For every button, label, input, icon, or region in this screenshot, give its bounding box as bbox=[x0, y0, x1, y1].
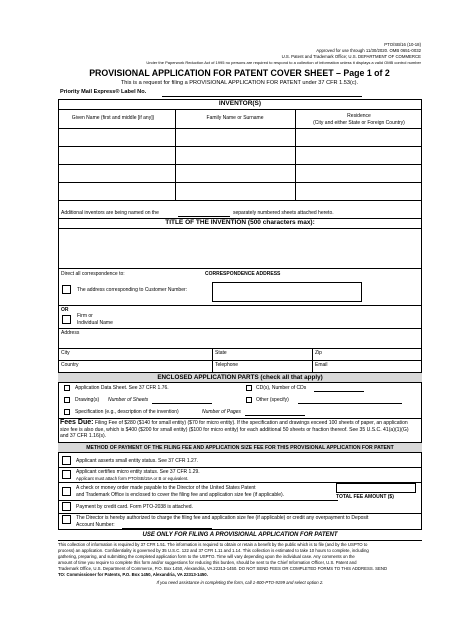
additional-inventors-post: separately numbered sheets attached hereto. bbox=[233, 210, 334, 216]
customer-number-checkbox[interactable] bbox=[62, 285, 71, 294]
credit-card-label: Payment by credit card. Form PTO-2038 is attached. bbox=[76, 504, 193, 510]
priority-mail-field[interactable] bbox=[162, 96, 362, 97]
pages-label: Number of Pages bbox=[202, 409, 241, 415]
check-money-order-checkbox[interactable] bbox=[62, 487, 71, 496]
cds-label: CD(s), Number of CDs bbox=[256, 385, 307, 391]
specification-label: Specification (e.g., description of the invention) bbox=[75, 409, 179, 415]
cds-checkbox[interactable] bbox=[246, 385, 252, 391]
burden-line-5: Trademark Office, U.S. Department of Commerce, P.O. Box 1450, Alexandria, VA 22313-1450. DO NOT SEND FEES OR COMPLETED FORMS TO THIS ADDRESS. SEND bbox=[58, 566, 388, 571]
use-only-notice: USE ONLY FOR FILING A PROVISIONAL APPLICATION FOR PATENT bbox=[142, 532, 338, 538]
invention-title-field[interactable] bbox=[60, 230, 420, 266]
drawings-label: Drawing(s) bbox=[75, 397, 100, 403]
firm-label: Firm or bbox=[77, 313, 93, 319]
micro-entity-label: Applicant certifies micro entity status. See 37 CFR 1.29. bbox=[76, 469, 200, 475]
telephone-label: Telephone bbox=[215, 362, 239, 368]
burden-line-3: gathering, preparing, and submitting the completed application form to the USPTO. Time will vary depending upon the individual case. Any comments on the bbox=[58, 554, 355, 559]
customer-number-label: The address corresponding to Customer Number: bbox=[77, 287, 188, 293]
inventor-row[interactable] bbox=[58, 200, 422, 201]
additional-sheets-field[interactable] bbox=[178, 216, 230, 217]
divider bbox=[58, 305, 422, 306]
burden-line-1: This collection of information is required by 37 CFR 1.51. The information is required to obtain or retain a benefit by the public which is to file (and by the USPTO to bbox=[58, 542, 368, 547]
divider bbox=[58, 467, 422, 468]
col-family-name: Family Name or Surname bbox=[206, 115, 264, 121]
correspondence-address-heading: CORRESPONDENCE ADDRESS bbox=[205, 271, 281, 277]
inventors-heading: INVENTOR(S) bbox=[218, 100, 262, 107]
col-given-name: Given Name (first and middle [if any]) bbox=[71, 115, 155, 121]
app-data-sheet-checkbox[interactable] bbox=[64, 385, 70, 391]
deposit-account-field[interactable] bbox=[122, 528, 212, 529]
city-state-zip-field[interactable] bbox=[58, 360, 422, 361]
fees-due-text bbox=[60, 420, 418, 440]
firm-checkbox[interactable] bbox=[62, 315, 71, 324]
firm-field[interactable] bbox=[58, 328, 422, 329]
email-label: Email bbox=[315, 362, 328, 368]
credit-card-checkbox[interactable] bbox=[62, 502, 71, 511]
other-specify-field[interactable] bbox=[298, 403, 402, 404]
deposit-line-2: Account Number: bbox=[76, 522, 115, 528]
state-label: State bbox=[215, 350, 227, 356]
total-fee-label: TOTAL FEE AMOUNT ($) bbox=[336, 494, 394, 500]
burden-line-2: process) an application. Confidentiality is governed by 35 U.S.C. 122 and 37 CFR 1.11 and 1.14. This collection is estimated to take 10 hours to complete, including bbox=[58, 548, 369, 553]
or-label: OR bbox=[61, 307, 69, 313]
payment-heading: METHOD OF PAYMENT OF THE FILING FEE AND APPLICATION SIZE FEE FOR THIS PROVISIONAL APPLICATION FOR PATENT bbox=[86, 445, 394, 451]
form-number: PTO/SB/16 (10-18) bbox=[384, 42, 421, 47]
col-residence-sub: (City and either State or Foreign Country) bbox=[313, 120, 405, 126]
enclosed-heading: ENCLOSED APPLICATION PARTS (check all that apply) bbox=[157, 374, 323, 381]
drawings-checkbox[interactable] bbox=[64, 397, 70, 403]
customer-number-field[interactable] bbox=[212, 282, 362, 302]
direct-correspondence-label: Direct all correspondence to: bbox=[61, 271, 125, 277]
burden-line-4: amount of time you require to complete this form and/or suggestions for reducing this burden, should be sent to the Chief Information Officer, U.S. Patent and bbox=[58, 560, 357, 565]
column-divider bbox=[295, 109, 296, 200]
form-subtitle: This is a request for filing a PROVISIONAL APPLICATION FOR PATENT under 37 CFR 1.53(c). bbox=[120, 80, 359, 86]
fees-due-body: Filing Fee of $280 ($140 for small entity) ($70 for micro entity). If the specification and drawings exceed 100 sheets of paper, an application size fee is also due, which is $400 ($200 for small entity) ($100 for micro entity) for each additional 50 sheets or fraction thereof. See 35 U.S.C. 41(a)(1)(G) and 37 CFR 1.16(s). bbox=[60, 420, 409, 440]
divider bbox=[58, 540, 422, 541]
approval-line: Approved for use through 11/30/2020. OMB 0651-0032 bbox=[316, 48, 421, 53]
app-data-sheet-label: Application Data Sheet. See 37 CFR 1.76. bbox=[75, 385, 169, 391]
column-divider bbox=[175, 109, 176, 200]
other-checkbox[interactable] bbox=[246, 397, 252, 403]
divider bbox=[58, 513, 422, 514]
paperwork-notice: Under the Paperwork Reduction Act of 1995 no persons are required to respond to a collection of information unless it displays a valid OMB control number bbox=[146, 60, 421, 65]
pages-number-field[interactable] bbox=[245, 415, 305, 416]
sheets-label: Number of Sheets bbox=[108, 397, 149, 403]
divider bbox=[58, 500, 338, 501]
check-line-2: and Trademark Office is enclosed to cover the filing fee and application size fee (if applicable). bbox=[76, 492, 285, 498]
sheets-number-field[interactable] bbox=[152, 403, 212, 404]
micro-entity-checkbox[interactable] bbox=[62, 470, 71, 479]
divider bbox=[58, 228, 422, 229]
burden-line-6: TO: Commissioner for Patents, P.O. Box 1450, Alexandria, VA 22313-1450. bbox=[58, 572, 208, 577]
inventor-row[interactable] bbox=[58, 164, 422, 165]
micro-entity-note: Applicant must attach form PTO/SB/15A or B or equivalent. bbox=[76, 476, 189, 481]
city-label: City bbox=[61, 350, 70, 356]
cds-number-field[interactable] bbox=[314, 391, 364, 392]
divider bbox=[58, 268, 422, 269]
additional-inventors-pre: Additional inventors are being named on the bbox=[61, 210, 159, 216]
agency-line: U.S. Patent and Trademark Office; U.S. DEPARTMENT OF COMMERCE bbox=[281, 54, 421, 59]
fees-due-title: Fees Due: bbox=[60, 419, 94, 426]
invention-title-heading: TITLE OF THE INVENTION (500 characters max): bbox=[165, 219, 315, 226]
inventor-row[interactable] bbox=[58, 146, 422, 147]
individual-name-label: Individual Name bbox=[77, 320, 113, 326]
assistance-note: If you need assistance in completing the form, call 1-800-PTO-9199 and select option 2. bbox=[156, 580, 324, 585]
divider bbox=[58, 452, 422, 453]
divider bbox=[58, 109, 422, 110]
inventor-row[interactable] bbox=[58, 182, 422, 183]
total-fee-field[interactable] bbox=[336, 483, 416, 493]
deposit-account-checkbox[interactable] bbox=[62, 515, 71, 524]
priority-mail-label: Priority Mail Express® Label No. bbox=[60, 89, 147, 95]
country-label: Country bbox=[61, 362, 79, 368]
check-line-1: A check or money order made payable to the Director of the United States Patent bbox=[76, 485, 256, 491]
other-label: Other (specify) bbox=[256, 397, 289, 403]
address-label: Address bbox=[61, 330, 80, 336]
address-field[interactable] bbox=[58, 348, 422, 349]
specification-checkbox[interactable] bbox=[64, 409, 70, 415]
small-entity-checkbox[interactable] bbox=[62, 456, 71, 465]
form-title: PROVISIONAL APPLICATION FOR PATENT COVER SHEET – Page 1 of 2 bbox=[89, 68, 390, 78]
col-residence: Residence bbox=[347, 113, 371, 119]
divider bbox=[58, 418, 422, 419]
zip-label: Zip bbox=[315, 350, 322, 356]
deposit-line-1: The Director is hereby authorized to charge the filing fee and application size fee (if applicable) or credit any overpayment to Deposit bbox=[76, 515, 369, 521]
divider bbox=[58, 128, 422, 129]
divider bbox=[58, 382, 422, 383]
small-entity-label: Applicant asserts small entity status. See 37 CFR 1.27. bbox=[76, 458, 198, 464]
